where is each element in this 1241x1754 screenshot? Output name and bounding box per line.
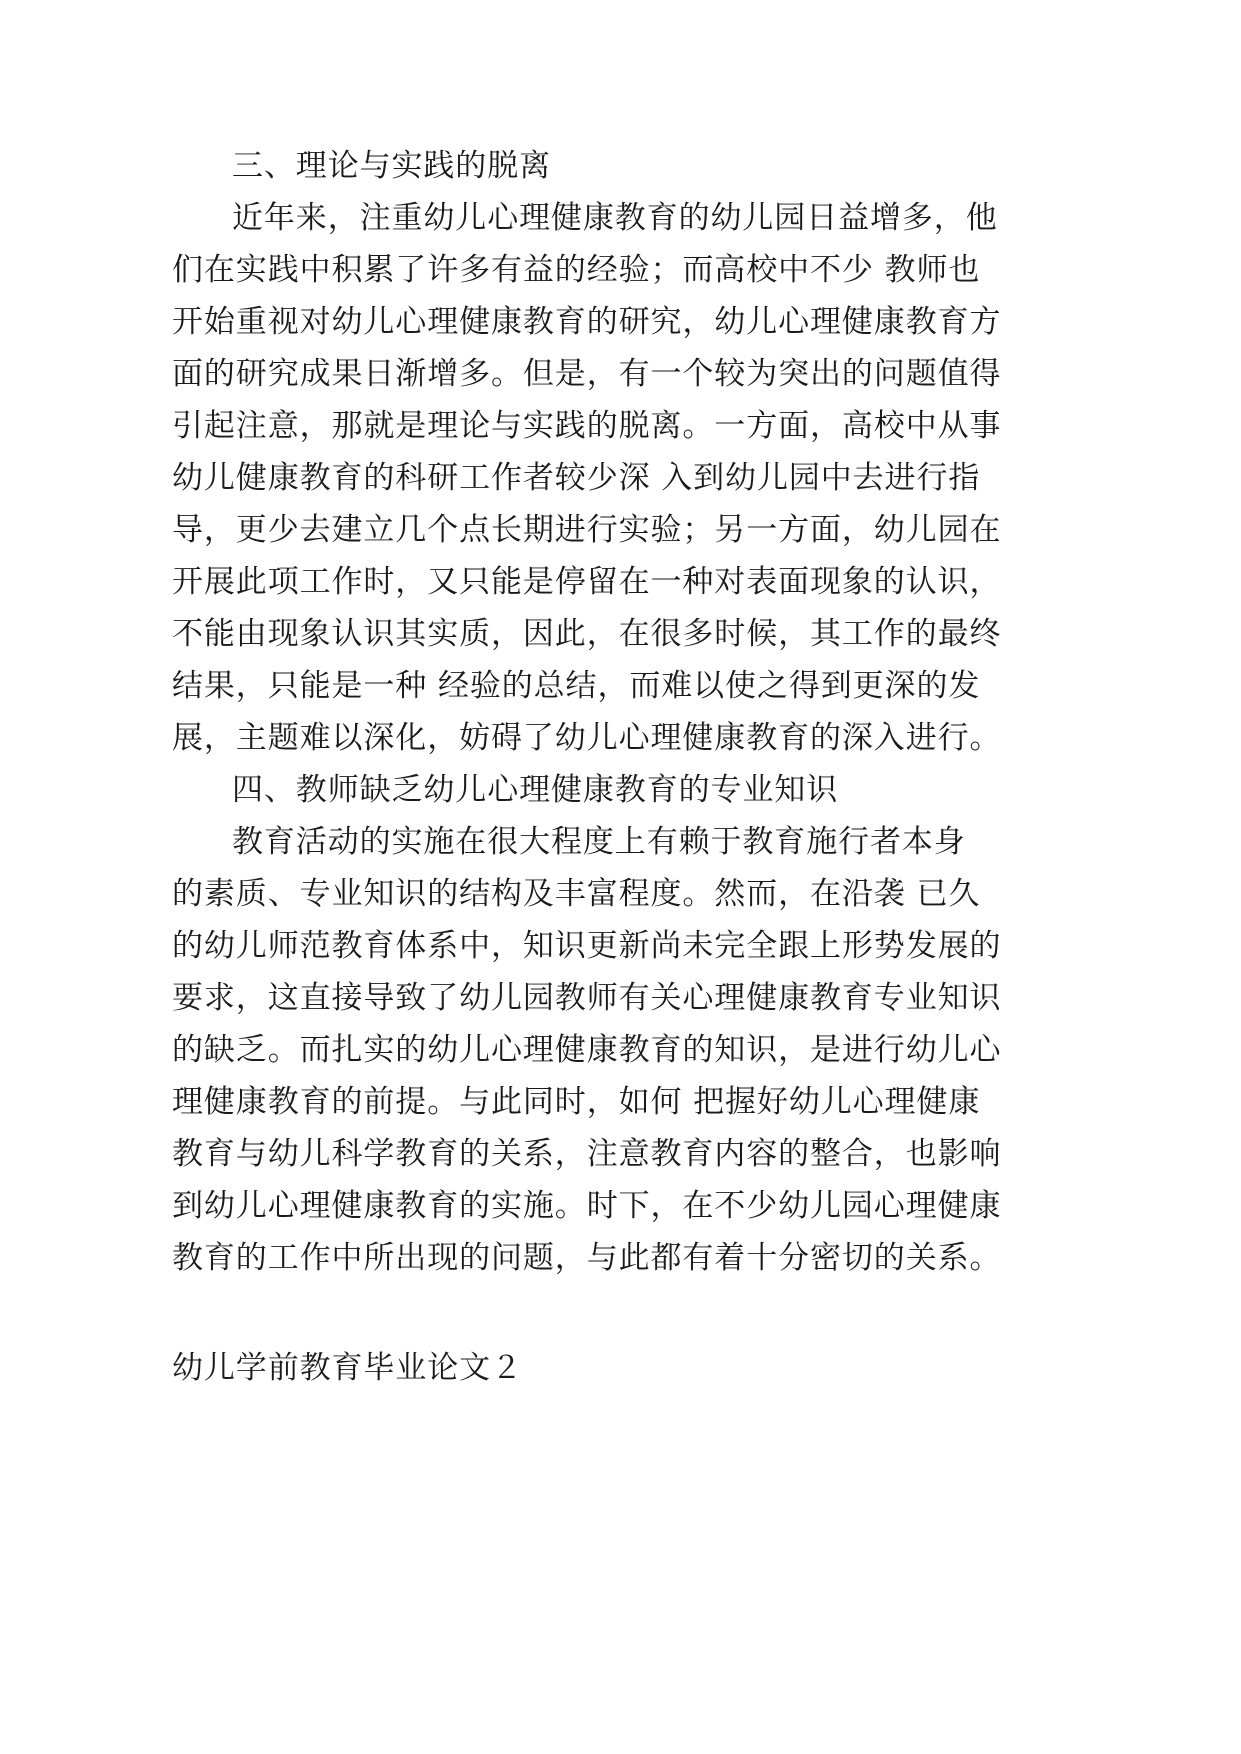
paragraph-line: 展，主题难以深化，妨碍了幼儿心理健康教育的深入进行。: [172, 720, 1002, 756]
paragraph-line: 教育与幼儿科学教育的关系，注意教育内容的整合，也影响: [172, 1136, 1002, 1172]
next-article-title: 幼儿学前教育毕业论文２: [172, 1350, 523, 1386]
paragraph-line: 开展此项工作时，又只能是停留在一种对表面现象的认识，: [172, 564, 1002, 600]
paragraph-line: 不能由现象认识其实质，因此，在很多时候，其工作的最终: [172, 616, 1002, 652]
paragraph-line: 面的研究成果日渐增多。但是，有一个较为突出的问题值得: [172, 356, 1002, 392]
paragraph-line: 要求，这直接导致了幼儿园教师有关心理健康教育专业知识: [172, 980, 1002, 1016]
section-heading: 四、教师缺乏幼儿心理健康教育的专业知识: [232, 772, 839, 808]
section-heading: 三、理论与实践的脱离: [232, 148, 551, 184]
paragraph-line: 教育活动的实施在很大程度上有赖于教育施行者本身: [232, 824, 966, 860]
paragraph-line: 幼儿健康教育的科研工作者较少深 入到幼儿园中去进行指: [172, 460, 981, 496]
paragraph-line: 开始重视对幼儿心理健康教育的研究，幼儿心理健康教育方: [172, 304, 1002, 340]
paragraph-line: 的幼儿师范教育体系中，知识更新尚未完全跟上形势发展的: [172, 928, 1002, 964]
paragraph-line: 引起注意，那就是理论与实践的脱离。一方面，高校中从事: [172, 408, 1002, 444]
paragraph-line: 理健康教育的前提。与此同时，如何 把握好幼儿心理健康: [172, 1084, 981, 1120]
paragraph-line: 近年来，注重幼儿心理健康教育的幼儿园日益增多，他: [232, 200, 998, 236]
paragraph-line: 的缺乏。而扎实的幼儿心理健康教育的知识，是进行幼儿心: [172, 1032, 1002, 1068]
paragraph-line: 们在实践中积累了许多有益的经验；而高校中不少 教师也: [172, 252, 981, 288]
paragraph-line: 结果，只能是一种 经验的总结，而难以使之得到更深的发: [172, 668, 981, 704]
paragraph-line: 导，更少去建立几个点长期进行实验；另一方面，幼儿园在: [172, 512, 1002, 548]
paragraph-line: 到幼儿心理健康教育的实施。时下，在不少幼儿园心理健康: [172, 1188, 1002, 1224]
paragraph-line: 教育的工作中所出现的问题，与此都有着十分密切的关系。: [172, 1240, 1002, 1276]
paragraph-line: 的素质、专业知识的结构及丰富程度。然而，在沿袭 已久: [172, 876, 981, 912]
